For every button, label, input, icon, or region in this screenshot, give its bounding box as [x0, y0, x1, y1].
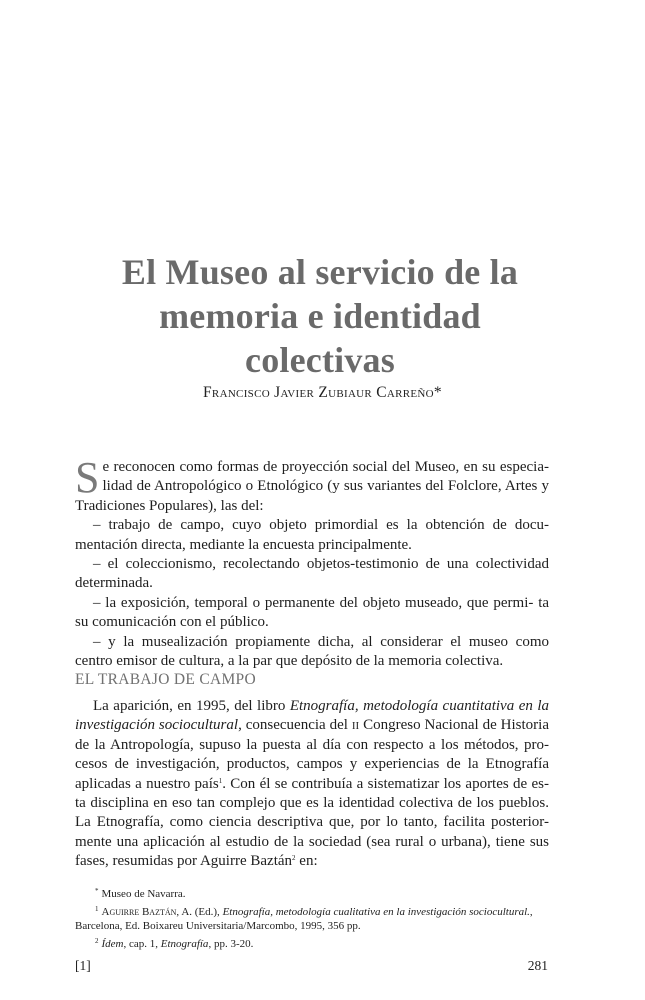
footnote-2: $^2$ Ídem, cap. 1, Etnografía, pp. 3-20.	[95, 936, 254, 950]
intro-line-2: lidad de Antropológico o Etnológico (y sus variantes del Folclore, Artes y	[102, 478, 549, 495]
footnote-ref-2[interactable]: 2	[292, 854, 296, 863]
intro-section	[75, 453, 550, 671]
footnote-author: * Museo de Navarra.	[95, 887, 186, 900]
list-item: – trabajo de campo, cuyo objeto primordial es la obtención de docu- mentación directa, mediante la encuesta principalmente.	[75, 517, 549, 553]
list-item: – la exposición, temporal o permanente del objeto museado, que permi- ta su comunicación con el público.	[75, 594, 550, 631]
article-title	[60, 250, 580, 382]
drop-cap: S	[75, 453, 100, 502]
title-line-2: memoria e identidad	[159, 296, 481, 337]
footnote-ref-1[interactable]: 1	[218, 776, 223, 785]
footnote-1-cont: Barcelona, Ed. Boixareu Universitaria/Marcombo, 1995, 356 pp.	[75, 920, 361, 933]
roman-numeral: ii	[351, 717, 360, 734]
title-line-3: colectivas	[245, 340, 395, 381]
page-label: [1]	[75, 958, 91, 973]
list-item: – el coleccionismo, recolectando objetos-testimonio de una colectividad determinada.	[75, 556, 549, 592]
list-item: – y la musealización propiamente dicha, al considerar el museo como centro emisor de cultura, a la par que depósito de la memoria colectiva.	[75, 633, 549, 670]
footnotes	[75, 884, 549, 951]
author-name: Francisco Javier Zubiaur Carreño*	[203, 384, 442, 401]
title-line-1: El Museo al servicio de la	[121, 252, 519, 293]
intro-line-1: e reconocen como formas de proyección social del Museo, en su especia-	[102, 459, 549, 475]
section-heading: EL TRABAJO DE CAMPO	[75, 671, 256, 688]
page-number: 281	[527, 958, 548, 973]
intro-line-3: Tradiciones Populares), las del:	[75, 497, 264, 514]
intro-paragraph	[75, 453, 549, 516]
footnote-1: $^1$ Aguirre Baztán, A. (Ed.), Etnografía, metodología cualitativa en la investigación sociocultural.,	[95, 904, 533, 918]
main-paragraph: La aparición, en 1995, del libro Etnografía, metodología cuantitativa en la investigación sociocultural, consecuencia del ii Congreso Nacional de Historia de la Antropología, supuso la puesta al día con respecto a los métodos, pro- cesos de investigación, productos, campos y experiencias de la Etnografía aplicadas a nuestro país$^1$. Con él se contribuía a sistematizar los aportes de es- ta disciplina en eso tan complejo que es la identidad colectiva de los pueblos. La Etnografía, como ciencia descriptiva que, por lo tanto, facilita posterior- mente una aplicación al estudio de la sociedad (sea rural o urbana), tiene sus fases, resumidas por Aguirre Baztán$^2$ en:	[75, 698, 549, 870]
book-title: Etnografía, metodología cuantitativa en la	[289, 698, 549, 714]
